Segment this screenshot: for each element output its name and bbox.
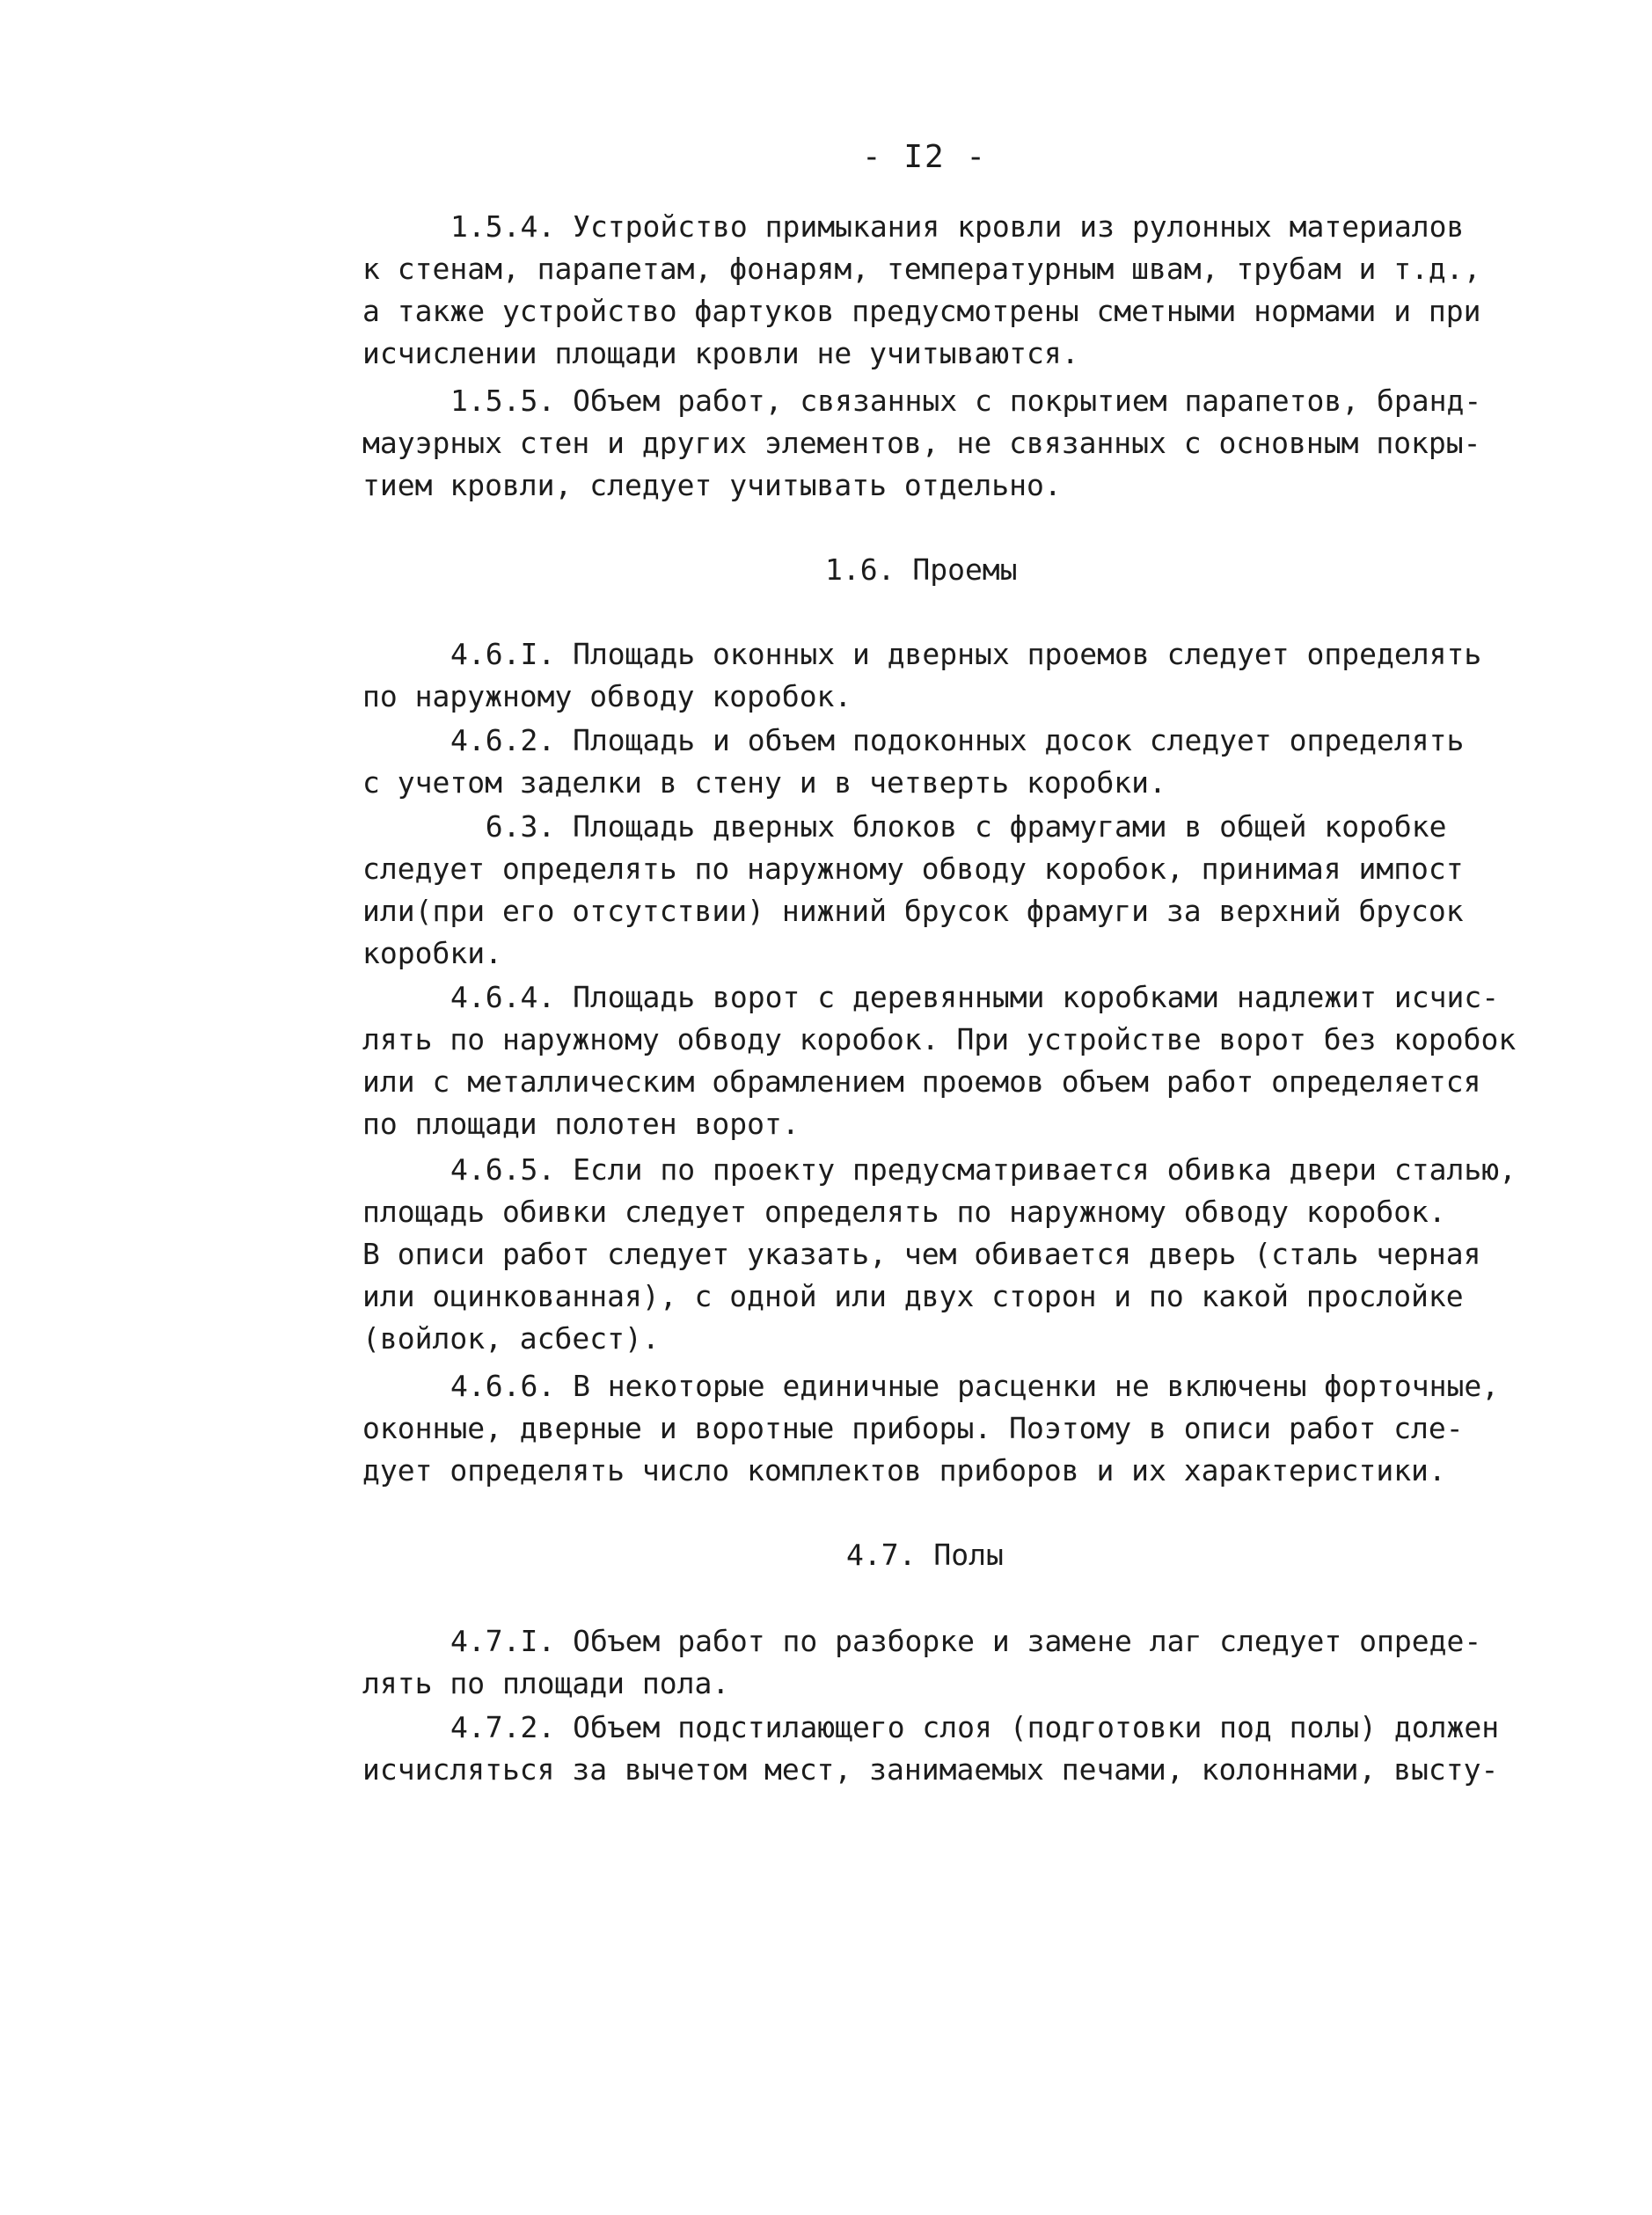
paragraph-4-7-2-line-1: 4.7.2. Объем подстилающего слоя (подготовки под полы) должен	[450, 1710, 1500, 1744]
paragraph-1-5-5-line-3: тием кровли, следует учитывать отдельно.	[362, 468, 1062, 502]
paragraph-1-5-4-line-3: а также устройство фартуков предусмотрены сметными нормами и при	[362, 294, 1481, 328]
paragraph-4-6-5-line-3: В описи работ следует указать, чем обивается дверь (сталь черная	[362, 1237, 1481, 1271]
paragraph-4-6-5-line-4: или оцинкованная), с одной или двух сторон и по какой прослойке	[362, 1279, 1464, 1313]
paragraph-1-5-4-line-1: 1.5.4. Устройство примыкания кровли из рулонных материалов	[450, 209, 1465, 244]
paragraph-4-7-1-line-2: лять по площади пола.	[362, 1666, 730, 1700]
paragraph-4-6-3-line-1: 6.3. Площадь дверных блоков с фрамугами в общей коробке	[450, 809, 1447, 844]
paragraph-4-6-4-line-1: 4.6.4. Площадь ворот с деревянными коробками надлежит исчис-	[450, 980, 1500, 1014]
paragraph-4-6-1-line-2: по наружному обводу коробок.	[362, 679, 852, 713]
paragraph-4-6-5-line-5: (войлок, асбест).	[362, 1321, 660, 1356]
paragraph-4-6-5-line-2: площадь обивки следует определять по наружному обводу коробок.	[362, 1195, 1446, 1229]
paragraph-4-6-3-line-2: следует определять по наружному обводу коробок, принимая импост	[362, 852, 1464, 886]
section-heading-proemy: 1.6. Проемы	[825, 552, 1018, 587]
paragraph-4-6-4-line-3: или с металлическим обрамлением проемов объем работ определяется	[362, 1064, 1481, 1099]
paragraph-4-6-4-line-4: по площади полотен ворот.	[362, 1107, 800, 1141]
paragraph-4-6-1-line-1: 4.6.I. Площадь оконных и дверных проемов следует определять	[450, 637, 1482, 671]
section-heading-poly: 4.7. Полы	[846, 1538, 1004, 1572]
paragraph-4-6-6-line-1: 4.6.6. В некоторые единичные расценки не включены форточные,	[450, 1369, 1500, 1403]
page-number: - I2 -	[862, 139, 988, 175]
paragraph-4-6-6-line-3: дует определять число комплектов приборов и их характеристики.	[362, 1453, 1446, 1488]
paragraph-4-6-2-line-2: с учетом заделки в стену и в четверть коробки.	[362, 765, 1166, 800]
paragraph-4-6-6-line-2: оконные, дверные и воротные приборы. Поэтому в описи работ сле-	[362, 1411, 1464, 1445]
paragraph-4-6-3-line-3: или(при его отсутствии) нижний брусок фрамуги за верхний брусок	[362, 894, 1464, 928]
paragraph-4-7-1-line-1: 4.7.I. Объем работ по разборке и замене лаг следует опреде-	[450, 1624, 1482, 1658]
paragraph-4-7-2-line-2: исчисляться за вычетом мест, занимаемых печами, колоннами, высту-	[362, 1752, 1499, 1787]
paragraph-1-5-5-line-1: 1.5.5. Объем работ, связанных с покрытием парапетов, бранд-	[450, 384, 1482, 418]
paragraph-4-6-5-line-1: 4.6.5. Если по проекту предусматривается обивка двери сталью,	[450, 1152, 1517, 1187]
paragraph-1-5-5-line-2: мауэрных стен и других элементов, не связанных с основным покры-	[362, 426, 1481, 460]
paragraph-4-6-3-line-4: коробки.	[362, 936, 502, 970]
paragraph-1-5-4-line-2: к стенам, парапетам, фонарям, температурным швам, трубам и т.д.,	[362, 252, 1481, 286]
paragraph-1-5-4-line-4: исчислении площади кровли не учитываются.	[362, 336, 1079, 370]
paragraph-4-6-4-line-2: лять по наружному обводу коробок. При устройстве ворот без коробок	[362, 1022, 1517, 1056]
paragraph-4-6-2-line-1: 4.6.2. Площадь и объем подоконных досок следует определять	[450, 723, 1465, 757]
